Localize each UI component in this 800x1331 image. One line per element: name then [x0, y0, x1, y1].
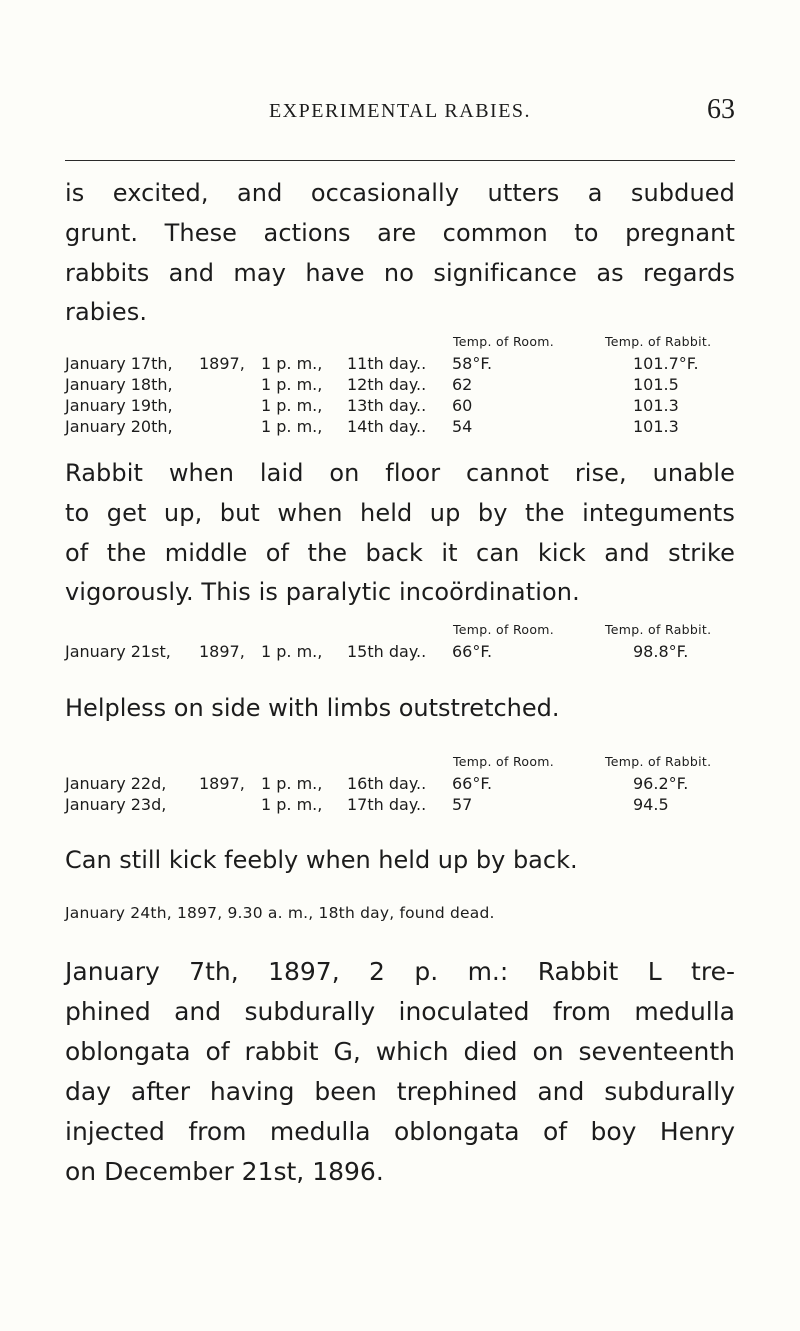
row-room-temp: 60: [452, 396, 473, 415]
row-date: January 17th,: [65, 354, 173, 373]
table-row: [65, 396, 735, 416]
row-year: 1897,: [199, 642, 245, 661]
table-row: [65, 795, 735, 815]
text-line: rabies.: [65, 298, 148, 327]
row-day: 15th day..: [347, 642, 427, 661]
table-row: [65, 417, 735, 437]
row-day: 14th day..: [347, 417, 427, 436]
running-title: EXPERIMENTAL RABIES.: [268, 100, 532, 122]
row-day: 13th day..: [347, 396, 427, 415]
text-line: oblongata of rabbit G, which died on seventeenth: [65, 1037, 735, 1066]
text-line: day after having been trephined and subdurally: [65, 1077, 735, 1106]
row-date: January 23d,: [65, 795, 167, 814]
table-row: [65, 354, 735, 374]
row-time: 1 p. m.,: [261, 795, 323, 814]
observation-line: Helpless on side with limbs outstretched.: [65, 694, 560, 722]
text-line: to get up, but when held up by the integuments: [65, 498, 735, 527]
text-line: rabbits and may have no significance as regards: [65, 258, 735, 287]
row-day: 11th day..: [347, 354, 427, 373]
row-rabbit-temp: 94.5: [633, 795, 669, 814]
paragraph-final: [65, 952, 735, 1192]
row-time: 1 p. m.,: [261, 396, 323, 415]
column-header-rabbit: Temp. of Rabbit.: [605, 754, 712, 769]
row-time: 1 p. m.,: [261, 375, 323, 394]
row-date: January 19th,: [65, 396, 173, 415]
column-header-room: Temp. of Room.: [453, 622, 555, 637]
text-line: Rabbit when laid on floor cannot rise, unable: [65, 459, 735, 487]
row-rabbit-temp: 96.2°F.: [633, 774, 689, 793]
row-year: 1897,: [199, 774, 245, 793]
death-note: January 24th, 1897, 9.30 a. m., 18th day, found dead.: [65, 904, 495, 922]
text-line: of the middle of the back it can kick and strike: [65, 538, 735, 567]
paragraph-2: [65, 454, 735, 613]
page-header: [65, 94, 735, 134]
paragraph-1: [65, 174, 735, 333]
table-row: [65, 375, 735, 395]
header-rule: [65, 160, 735, 161]
row-day: 12th day..: [347, 375, 427, 394]
table-row: [65, 774, 735, 794]
page-number: 63: [707, 94, 735, 125]
row-room-temp: 66°F.: [452, 774, 493, 793]
column-header-rabbit: Temp. of Rabbit.: [605, 334, 712, 349]
text-line: on December 21st, 1896.: [65, 1157, 384, 1186]
column-header-rabbit: Temp. of Rabbit.: [605, 622, 712, 637]
row-room-temp: 54: [452, 417, 473, 436]
row-time: 1 p. m.,: [261, 642, 323, 661]
row-date: January 20th,: [65, 417, 173, 436]
row-day: 17th day..: [347, 795, 427, 814]
row-rabbit-temp: 101.3: [633, 417, 679, 436]
row-rabbit-temp: 98.8°F.: [633, 642, 689, 661]
table-row: [65, 642, 735, 662]
row-date: January 22d,: [65, 774, 167, 793]
column-header-room: Temp. of Room.: [453, 754, 555, 769]
row-date: January 18th,: [65, 375, 173, 394]
text-line: is excited, and occasionally utters a subdued: [65, 179, 735, 207]
row-day: 16th day..: [347, 774, 427, 793]
text-line: injected from medulla oblongata of boy Henry: [65, 1117, 735, 1146]
row-time: 1 p. m.,: [261, 354, 323, 373]
text-line: January 7th, 1897, 2 p. m.: Rabbit L tre-: [65, 957, 735, 986]
text-line: grunt. These actions are common to pregnant: [65, 218, 735, 247]
row-time: 1 p. m.,: [261, 774, 323, 793]
row-room-temp: 57: [452, 795, 473, 814]
row-room-temp: 66°F.: [452, 642, 493, 661]
row-date: January 21st,: [65, 642, 171, 661]
row-rabbit-temp: 101.7°F.: [633, 354, 699, 373]
observation-line: Can still kick feebly when held up by back.: [65, 846, 578, 874]
column-header-room: Temp. of Room.: [453, 334, 555, 349]
text-line: phined and subdurally inoculated from medulla: [65, 997, 735, 1026]
row-room-temp: 62: [452, 375, 473, 394]
row-rabbit-temp: 101.5: [633, 375, 679, 394]
row-room-temp: 58°F.: [452, 354, 493, 373]
text-line: vigorously. This is paralytic incoördination.: [65, 578, 580, 607]
row-rabbit-temp: 101.3: [633, 396, 679, 415]
row-year: 1897,: [199, 354, 245, 373]
row-time: 1 p. m.,: [261, 417, 323, 436]
